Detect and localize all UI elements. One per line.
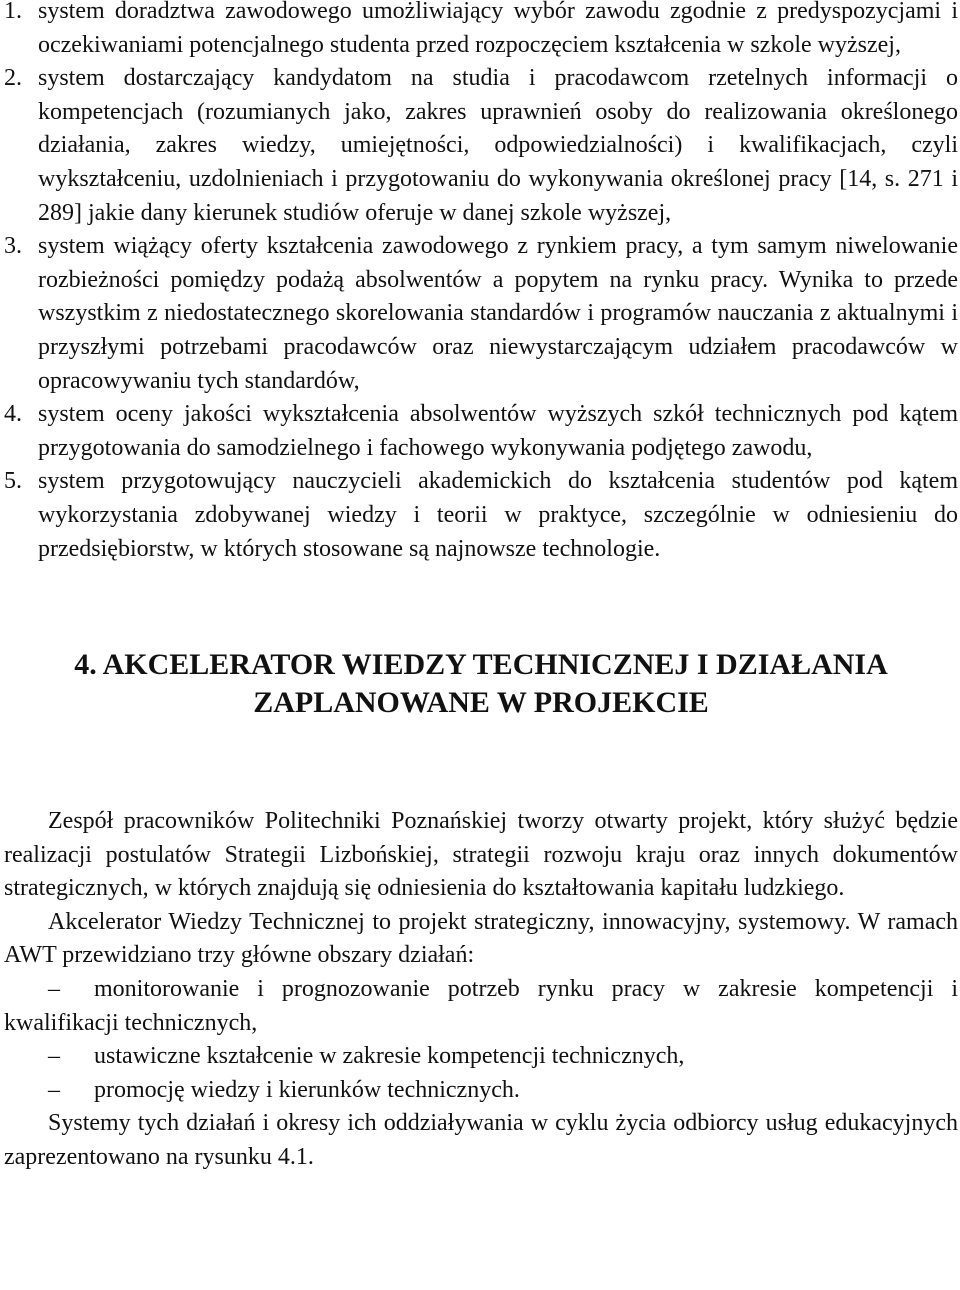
- list-item-text: system wiążący oferty kształcenia zawodowego z rynkiem pracy, a tym samym niwelowanie rozbieżności pomiędzy podażą absolwentów a popytem na rynku pracy. Wynika to przede wszystkim z niedostatecznego skorelowania standardów i programów nauczania z aktualnymi i przyszłymi potrzebami pracodawców oraz niewystarczającym udziałem pracodawców w opracowywaniu tych standardów,: [38, 233, 958, 394]
- dash-list-item: [4, 973, 958, 1040]
- numbered-list: [4, 0, 958, 566]
- list-item: [4, 465, 958, 566]
- paragraph-intro: Zespół pracowników Politechniki Poznańskiej tworzy otwarty projekt, który służyć będzie realizacji postulatów Strategii Lizbońskiej, strategii rozwoju kraju oraz innych dokumentów strategicznych, w których znajdują się odniesienia do kształtowania kapitału ludzkiego.: [4, 808, 958, 902]
- list-item: [4, 0, 958, 62]
- dash-list-item-text: promocję wiedzy i kierunków technicznych.: [94, 1076, 520, 1103]
- list-item-text: system doradztwa zawodowego umożliwiający wybór zawodu zgodnie z predyspozycjami i oczekiwaniami potencjalnego studenta przed rozpoczęciem kształcenia w szkole wyższej,: [38, 0, 958, 58]
- dash-list-item: [4, 1074, 958, 1108]
- list-item-number: 3.: [4, 233, 22, 260]
- list-item: [4, 230, 958, 398]
- paragraph-systems: Systemy tych działań i okresy ich oddziaływania w cyklu życia odbiorcy usług edukacyjnych zaprezentowano na rysunku 4.1.: [4, 1110, 958, 1171]
- section-heading-line-2: ZAPLANOWANE W PROJEKCIE: [253, 686, 709, 720]
- list-item-number: 2.: [4, 65, 22, 92]
- list-item: [4, 398, 958, 465]
- dash-list-item: [4, 1040, 958, 1074]
- section-heading: [4, 646, 958, 722]
- paragraph-awt: Akcelerator Wiedzy Technicznej to projekt strategiczny, innowacyjny, systemowy. W ramach AWT przewidziano trzy główne obszary działań:: [4, 908, 958, 969]
- body-text: [4, 805, 958, 1175]
- dash-bullet: –: [48, 1076, 60, 1103]
- document-page: [4, 0, 958, 1175]
- dash-bullet: –: [48, 976, 60, 1003]
- dash-bullet: –: [48, 1043, 60, 1070]
- list-item-number: 4.: [4, 401, 22, 428]
- list-item: [4, 62, 958, 230]
- section-heading-line-1: 4. AKCELERATOR WIEDZY TECHNICZNEJ I DZIAŁANIA: [74, 648, 888, 682]
- dash-list-item-text: monitorowanie i prognozowanie potrzeb rynku pracy w zakresie kompetencji i kwalifikacji technicznych,: [4, 976, 958, 1036]
- list-item-number: 1.: [4, 0, 22, 24]
- list-item-text: system oceny jakości wykształcenia absolwentów wyższych szkół technicznych pod kątem przygotowania do samodzielnego i fachowego wykonywania podjętego zawodu,: [38, 401, 958, 461]
- list-item-number: 5.: [4, 468, 22, 495]
- dash-list: [4, 973, 958, 1107]
- list-item-text: system dostarczający kandydatom na studia i pracodawcom rzetelnych informacji o kompetencjach (rozumianych jako, zakres uprawnień osoby do realizowania określonego działania, zakres wiedzy, umiejętności, odpowiedzialności) i kwalifikacjach, czyli wykształceniu, uzdolnieniach i przygotowaniu do wykonywania określonej pracy [14, s. 271 i 289] jakie dany kierunek studiów oferuje w danej szkole wyższej,: [38, 65, 958, 226]
- dash-list-item-text: ustawiczne kształcenie w zakresie kompetencji technicznych,: [94, 1043, 685, 1070]
- list-item-text: system przygotowujący nauczycieli akademickich do kształcenia studentów pod kątem wykorzystania zdobywanej wiedzy i teorii w praktyce, szczególnie w odniesieniu do przedsiębiorstw, w których stosowane są najnowsze technologie.: [38, 468, 958, 562]
